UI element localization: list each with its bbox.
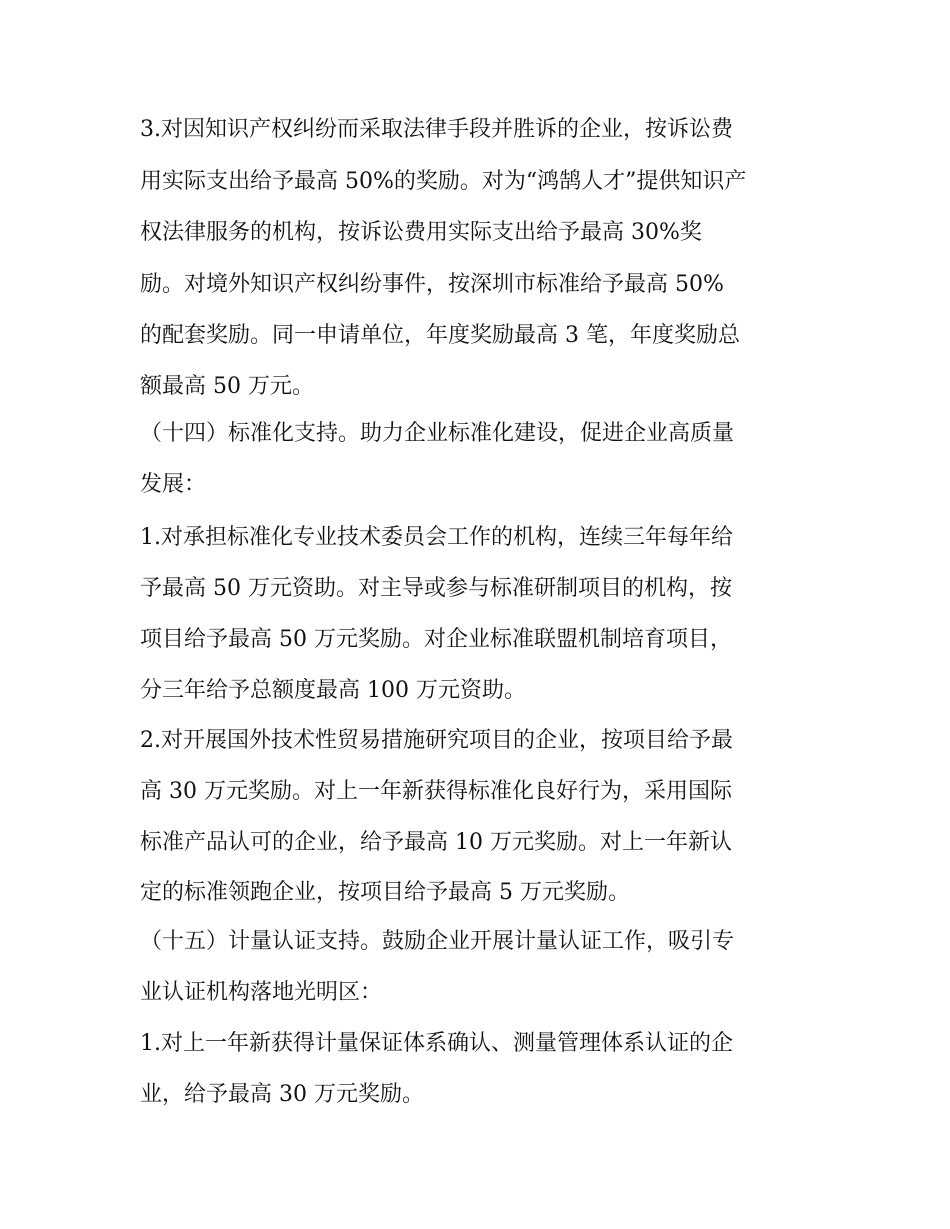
text-line: 标准产品认可的企业，给予最高 10 万元奖励。对上一年新认 bbox=[140, 830, 732, 855]
text-line: 3.对因知识产权纠纷而采取法律手段并胜诉的企业，按诉讼费 bbox=[140, 117, 733, 142]
text-line: 予最高 50 万元资助。对主导或参与标准研制项目的机构，按 bbox=[140, 576, 732, 601]
text-line: 1.对上一年新获得计量保证体系确认、测量管理体系认证的企 bbox=[140, 1031, 733, 1056]
text-line: 权法律服务的机构，按诉讼费用实际支出给予最高 30%奖 bbox=[140, 220, 702, 245]
text-line: 额最高 50 万元。 bbox=[140, 374, 314, 399]
section-heading: （十四）标准化支持。助力企业标准化建设，促进企业高质量 bbox=[140, 421, 735, 446]
text-line: 的配套奖励。同一申请单位，年度奖励最高 3 笔，年度奖励总 bbox=[140, 323, 740, 348]
section-heading: （十五）计量认证支持。鼓励企业开展计量认证工作，吸引专 bbox=[140, 929, 735, 954]
text-line: 分三年给予总额度最高 100 万元资助。 bbox=[140, 678, 526, 703]
text-line: 业，给予最高 30 万元奖励。 bbox=[140, 1082, 424, 1107]
text-line: 定的标准领跑企业，按项目给予最高 5 万元奖励。 bbox=[140, 880, 630, 905]
text-line: 用实际支出给予最高 50%的奖励。对为“鸿鹄人才”提供知识产 bbox=[140, 169, 747, 194]
text-line: 业认证机构落地光明区： bbox=[140, 980, 383, 1005]
text-line: 励。对境外知识产权纠纷事件，按深圳市标准给予最高 50% bbox=[140, 272, 724, 297]
text-line: 项目给予最高 50 万元奖励。对企业标准联盟机制培育项目， bbox=[140, 627, 732, 652]
text-line: 1.对承担标准化专业技术委员会工作的机构，连续三年每年给 bbox=[140, 525, 733, 550]
text-line: 发展： bbox=[140, 472, 207, 497]
text-line: 2.对开展国外技术性贸易措施研究项目的企业，按项目给予最 bbox=[140, 728, 733, 753]
text-line: 高 30 万元奖励。对上一年新获得标准化良好行为，采用国际 bbox=[140, 779, 732, 804]
